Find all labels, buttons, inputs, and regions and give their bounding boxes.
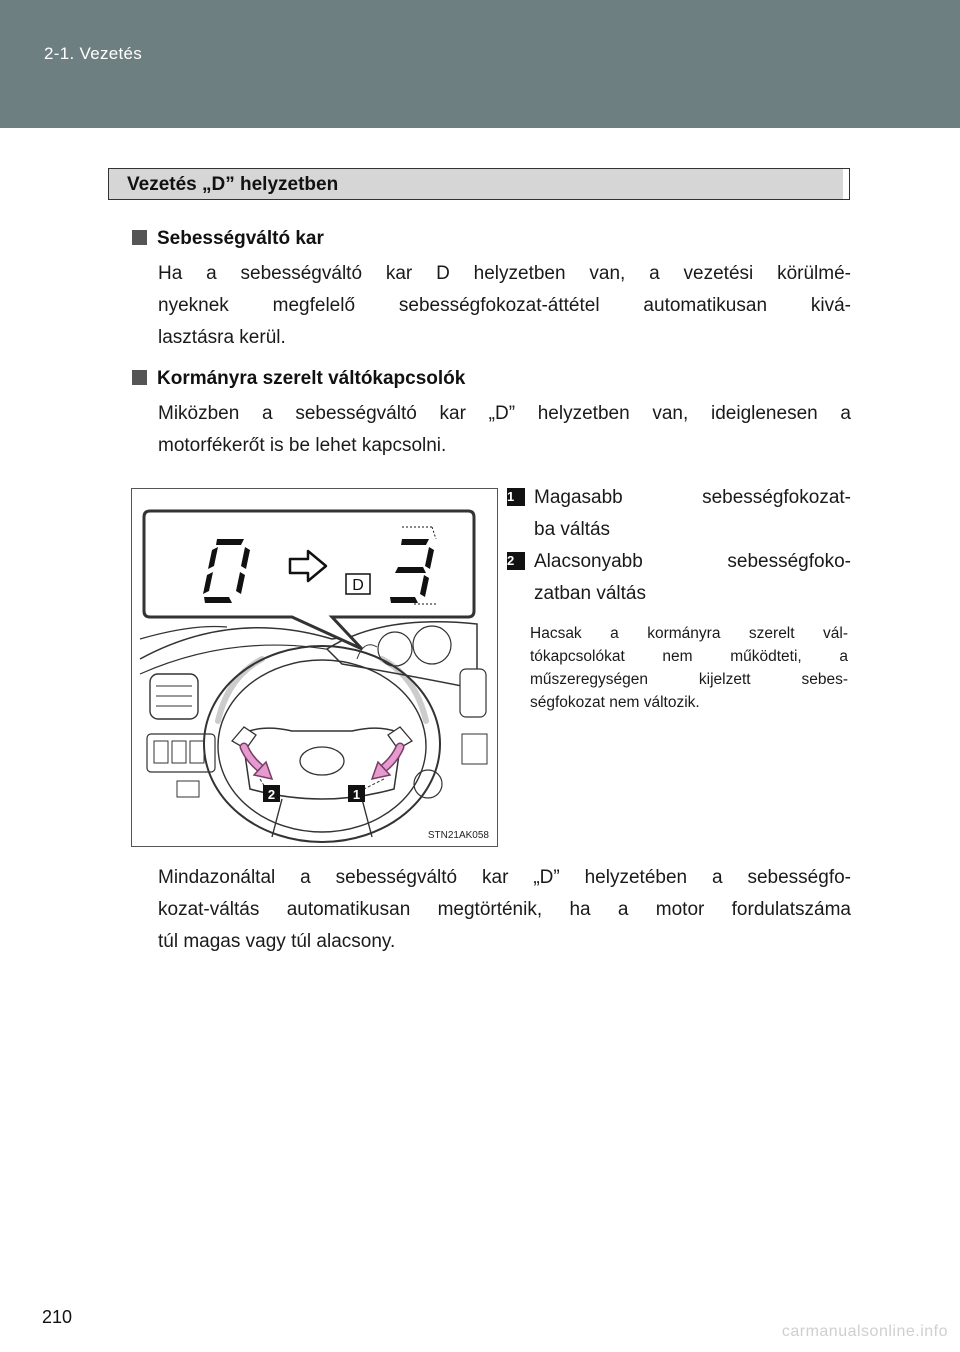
list-item-line: zatban váltás bbox=[534, 583, 646, 604]
subheading-paddle-shift-text: Kormányra szerelt váltókapcsolók bbox=[157, 368, 466, 389]
text-line: túl magas vagy túl alacsony. bbox=[158, 931, 396, 952]
text-line: Miközben a sebességváltó kar „D” helyzetben van, ideiglenesen a bbox=[158, 403, 851, 424]
text-line: motorfékerőt is be lehet kapcsolni. bbox=[158, 435, 447, 456]
text-line: Mindazonáltal a sebességváltó kar „D” helyzetében a sebességfo- bbox=[158, 867, 851, 888]
list-item-upshift bbox=[507, 482, 851, 546]
note-line: tókapcsolókat nem működteti, a bbox=[530, 648, 848, 665]
bullet-square-icon bbox=[132, 230, 147, 245]
steering-wheel-figure bbox=[131, 488, 498, 847]
d-position-label: D bbox=[352, 577, 364, 594]
note-line: műszeregységen kijelzett sebes- bbox=[530, 671, 848, 688]
paragraph-paddle-shift bbox=[158, 398, 851, 462]
paragraph-gear-lever bbox=[158, 258, 851, 354]
watermark: carmanualsonline.info bbox=[781, 1323, 948, 1340]
chapter-title: 2-1. Vezetés bbox=[44, 44, 143, 63]
callout-2-label: 2 bbox=[267, 787, 276, 802]
subheading-gear-lever bbox=[132, 228, 324, 250]
text-line: lasztásra kerül. bbox=[158, 327, 286, 348]
steering-wheel-illustration bbox=[132, 489, 497, 846]
subheading-gear-lever-text: Sebességváltó kar bbox=[157, 228, 324, 249]
text-line: kozat-váltás automatikusan megtörténik, ha a motor fordulatszáma bbox=[158, 899, 851, 920]
figure-code: STN21AK058 bbox=[427, 830, 489, 841]
list-item-downshift bbox=[507, 546, 851, 610]
page-number: 210 bbox=[42, 1307, 73, 1327]
text-line: Ha a sebességváltó kar D helyzetben van, a vezetési körülmé- bbox=[158, 263, 851, 284]
callout-1-label: 1 bbox=[352, 787, 361, 802]
bullet-square-icon bbox=[132, 370, 147, 385]
note-line: Hacsak a kormányra szerelt vál- bbox=[530, 625, 848, 642]
paragraph-closing bbox=[158, 862, 851, 958]
note-paragraph bbox=[530, 622, 848, 714]
subheading-paddle-shift bbox=[132, 368, 465, 390]
list-item-text: Magasabb sebességfokozat- bbox=[534, 487, 851, 508]
list-item-line bbox=[507, 482, 851, 514]
page-header bbox=[0, 0, 960, 128]
list-item-line bbox=[507, 546, 851, 578]
section-title: Vezetés „D” helyzetben bbox=[127, 174, 339, 195]
section-title-box bbox=[108, 168, 850, 200]
note-line: ségfokozat nem változik. bbox=[530, 694, 700, 711]
number-badge-2: 2 bbox=[507, 552, 525, 570]
list-item-line: ba váltás bbox=[534, 519, 611, 540]
text-line: nyeknek megfelelő sebességfokozat-áttétel automatikusan kivá- bbox=[158, 295, 851, 316]
number-badge-1: 1 bbox=[507, 488, 525, 506]
list-item-text: Alacsonyabb sebességfoko- bbox=[534, 551, 851, 572]
